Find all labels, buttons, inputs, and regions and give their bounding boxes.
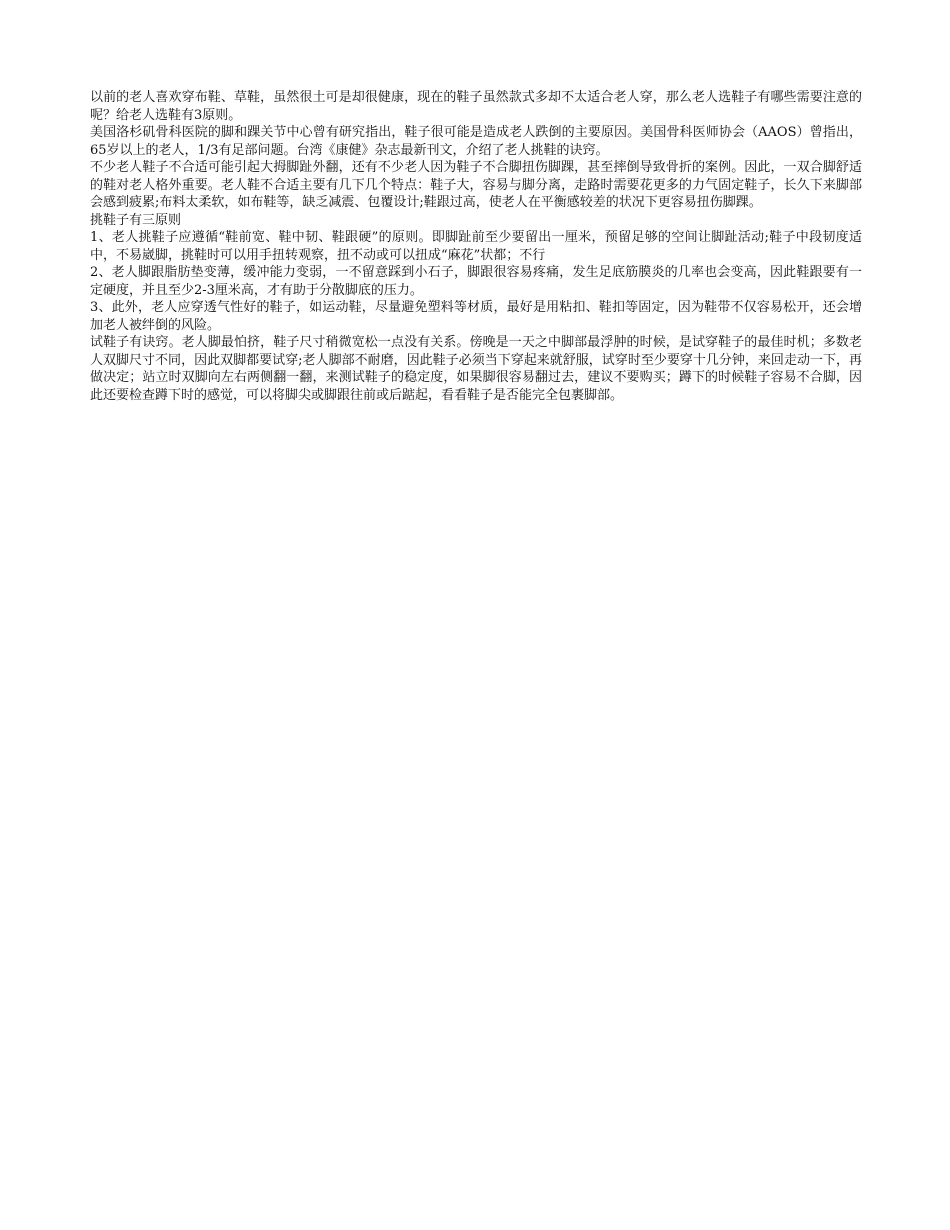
- principle-1-paragraph: 1、老人挑鞋子应遵循“鞋前宽、鞋中韧、鞋跟硬”的原则。即脚趾前至少要留出一厘米，预留足够的空间让脚趾活动;鞋子中段韧度适中，不易崴脚，挑鞋时可以用手扭转观察，扭不动或可以扭成“麻花”状都；不行: [90, 230, 862, 263]
- principle-2-paragraph: 2、老人脚跟脂肪垫变薄，缓冲能力变弱，一不留意踩到小石子，脚跟很容易疼痛，发生足底筋膜炎的几率也会变高，因此鞋跟要有一定硬度，并且至少2-3厘米高，才有助于分散脚底的压力。: [90, 265, 862, 298]
- section-heading: 挑鞋子有三原则: [90, 212, 182, 228]
- research-paragraph: 美国洛杉矶骨科医院的脚和踝关节中心曾有研究指出，鞋子很可能是造成老人跌倒的主要原因。美国骨科医师协会（AAOS）曾指出，65岁以上的老人，1/3有足部问题。台湾《康健》杂志最新刊文，介绍了老人挑鞋的诀窍。: [90, 125, 862, 158]
- problems-paragraph: 不少老人鞋子不合适可能引起大拇脚趾外翻，还有不少老人因为鞋子不合脚扭伤脚踝，甚至摔倒导致骨折的案例。因此，一双合脚舒适的鞋对老人格外重要。老人鞋不合适主要有几下几个特点：鞋子大，容易与脚分离，走路时需要花更多的力气固定鞋子，长久下来脚部会感到疲累;布料太柔软，如布鞋等，缺乏减震、包覆设计;鞋跟过高，使老人在平衡感较差的状况下更容易扭伤脚踝。: [90, 160, 862, 210]
- document-body: [90, 89, 862, 404]
- fitting-tips-paragraph: 试鞋子有诀窍。老人脚最怕挤，鞋子尺寸稍微宽松一点没有关系。傍晚是一天之中脚部最浮肿的时候，是试穿鞋子的最佳时机；多数老人双脚尺寸不同，因此双脚都要试穿;老人脚部不耐磨，因此鞋子必须当下穿起来就舒服，试穿时至少要穿十几分钟，来回走动一下，再做决定；站立时双脚向左右两侧翻一翻，来测试鞋子的稳定度，如果脚很容易翻过去，建议不要购买；蹲下的时候鞋子容易不合脚，因此还要检查蹲下时的感觉，可以将脚尖或脚跟往前或后踮起，看看鞋子是否能完全包裹脚部。: [90, 335, 862, 403]
- principle-3-paragraph: 3、此外，老人应穿透气性好的鞋子，如运动鞋，尽量避免塑料等材质，最好是用粘扣、鞋扣等固定，因为鞋带不仅容易松开，还会增加老人被绊倒的风险。: [90, 300, 862, 333]
- intro-paragraph: 以前的老人喜欢穿布鞋、草鞋，虽然很土可是却很健康，现在的鞋子虽然款式多却不太适合老人穿，那么老人选鞋子有哪些需要注意的呢？给老人选鞋有3原则。: [90, 90, 862, 123]
